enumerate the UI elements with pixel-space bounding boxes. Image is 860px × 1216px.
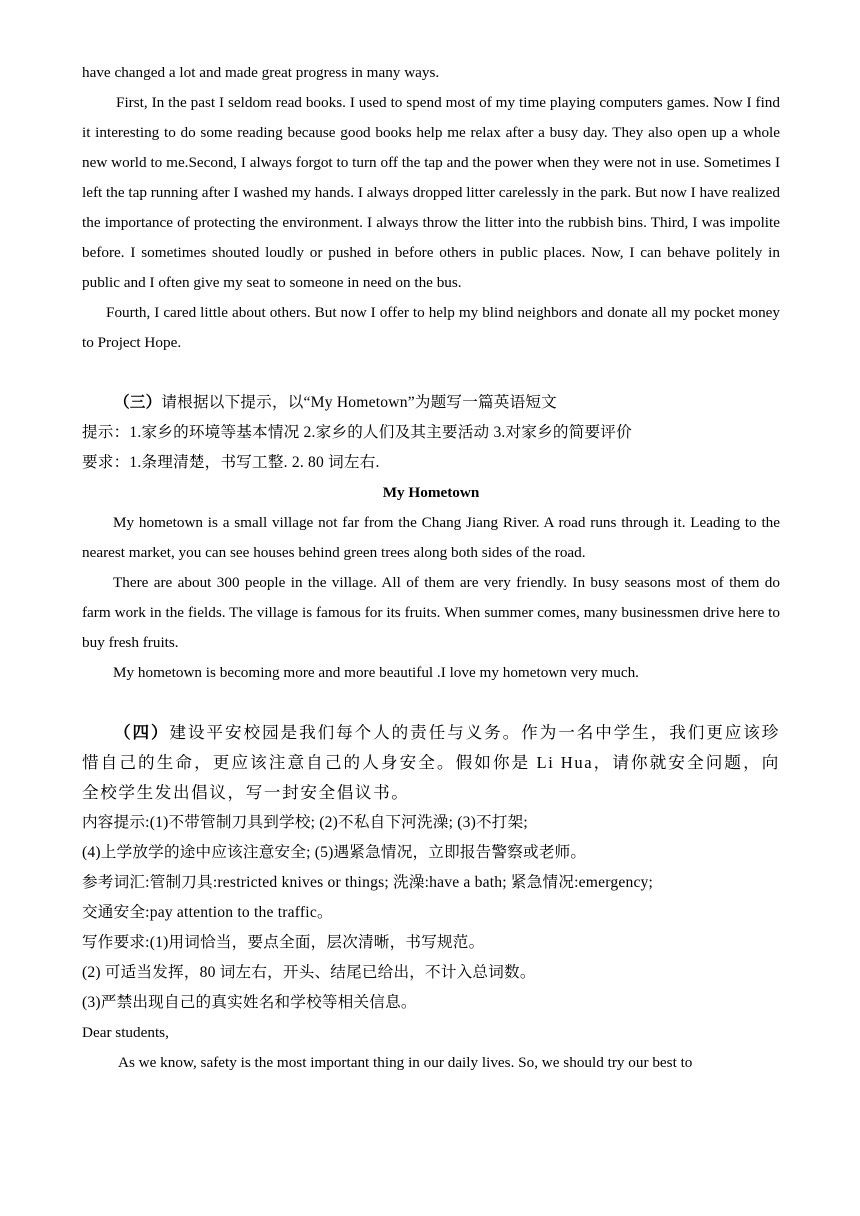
essay3-paragraph-1: My hometown is a small village not far from the Chang Jiang River. A road runs through it. Leading to the nearest market, you can see houses behind green trees along both sides of the road.	[82, 514, 780, 561]
section3-hints: 提示：1.家乡的环境等基本情况 2.家乡的人们及其主要活动 3.对家乡的简要评价	[82, 424, 632, 441]
section4-number: （四）	[114, 723, 170, 742]
essay2-paragraph-1: First, In the past I seldom read books. I used to spend most of my time playing computers games. Now I find it interesting to do some reading because good books help me relax after a busy day. They also open up a whole new world to me.Second, I always forgot to turn off the tap and the power when they were not in use. Sometimes I left the tap running after I washed my hands. I always dropped litter carelessly in the park. But now I have realized the importance of protecting the environment. I always throw the litter into the rubbish bins. Third, I was impolite before. I sometimes shouted loudly or pushed in before others in public places. Now, I can behave politely in public and I often give my seat to someone in need on the bus.	[82, 94, 780, 291]
section4-content-line-2: (4)上学放学的途中应该注意安全; (5)遇紧急情况，立即报告警察或老师。	[82, 844, 587, 861]
section3-number: （三）	[114, 394, 162, 411]
section4-vocab-line-2: 交通安全:pay attention to the traffic。	[82, 904, 333, 921]
section4-heading	[82, 718, 780, 808]
essay3-paragraph-2: There are about 300 people in the village. All of them are very friendly. In busy seasons most of them do farm work in the fields. The village is famous for its fruits. When summer comes, many businessmen drive here to buy fresh fruits.	[82, 574, 780, 651]
section4-requirement-2: (2) 可适当发挥，80 词左右，开头、结尾已给出，不计入总词数。	[82, 964, 536, 981]
section4-requirement-3: (3)严禁出现自己的真实姓名和学校等相关信息。	[82, 994, 417, 1011]
section4-content-line-1: 内容提示:(1)不带管制刀具到学校; (2)不私自下河洗澡; (3)不打架;	[82, 814, 528, 831]
section3-heading	[82, 388, 780, 418]
section4-vocab-line-1: 参考词汇:管制刀具:restricted knives or things; 洗澡:have a bath; 紧急情况:emergency;	[82, 874, 654, 891]
section4-instruction: 建设平安校园是我们每个人的责任与义务。作为一名中学生，我们更应该珍惜自己的生命，更应该注意自己的人身安全。假如你是 Li Hua，请你就安全问题，向全校学生发出倡议，写一封安全倡议书。	[82, 723, 780, 802]
letter-opening: As we know, safety is the most important thing in our daily lives. So, we should try our best to	[118, 1054, 693, 1071]
essay2-top-line: have changed a lot and made great progress in many ways.	[82, 64, 440, 81]
essay3-paragraph-3: My hometown is becoming more and more beautiful .I love my hometown very much.	[113, 664, 639, 681]
essay2-paragraph-2: Fourth, I cared little about others. But now I offer to help my blind neighbors and donate all my pocket money to Project Hope.	[82, 304, 780, 351]
spacer	[82, 358, 780, 388]
section4-requirement-1: 写作要求:(1)用词恰当，要点全面，层次清晰，书写规范。	[82, 934, 485, 951]
letter-salutation: Dear students,	[82, 1024, 169, 1041]
section3-requirements: 要求：1.条理清楚，书写工整. 2. 80 词左右.	[82, 454, 380, 471]
spacer	[82, 688, 780, 718]
section3-instruction: 请根据以下提示，以“My Hometown”为题写一篇英语短文	[161, 394, 557, 411]
essay3-title: My Hometown	[382, 484, 480, 501]
